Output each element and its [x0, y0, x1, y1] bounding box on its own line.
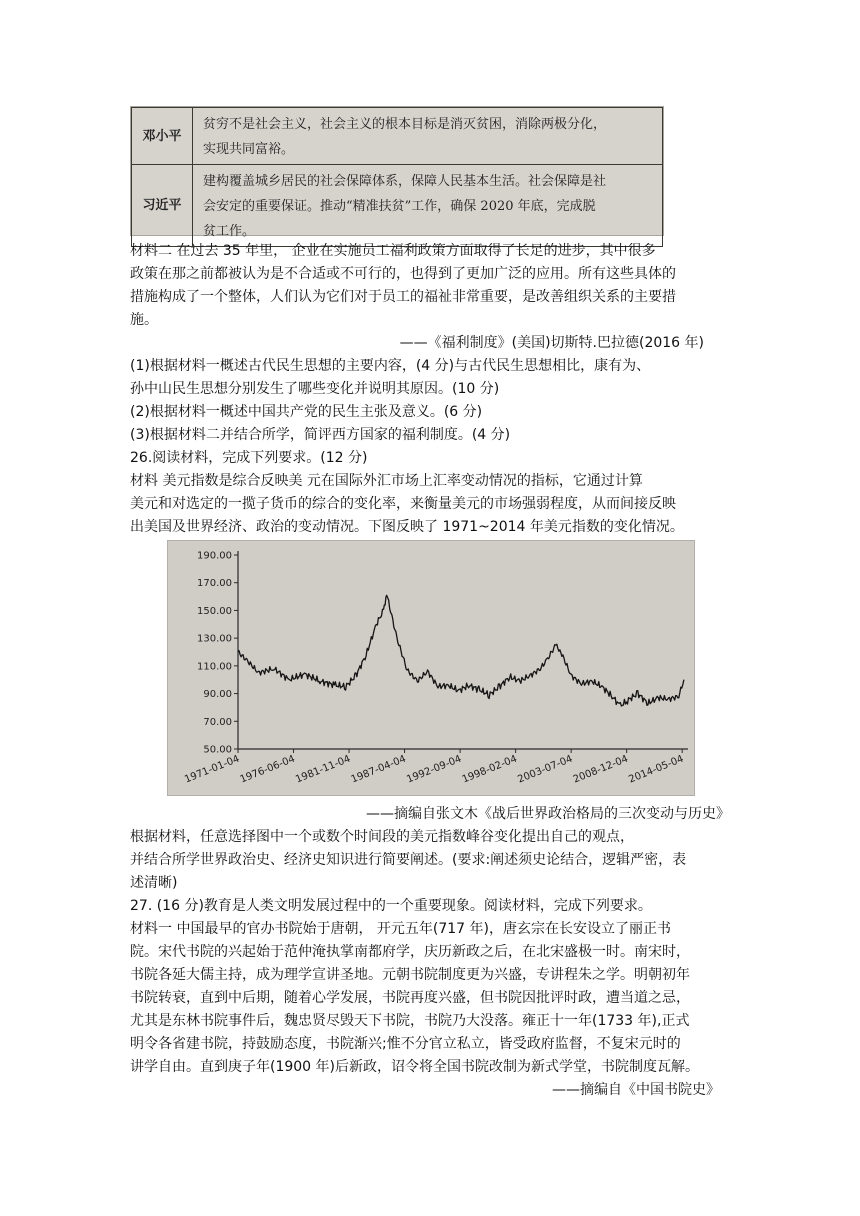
person-name: 邓小平 — [132, 108, 193, 165]
y-tick-label: 190.00 — [197, 550, 232, 562]
y-tick-label: 130.00 — [197, 633, 232, 645]
y-tick-label: 150.00 — [197, 605, 232, 617]
paragraph-line: 尤其是东林书院事件后，魏忠贤尽毁天下书院，书院乃大没落。雍正十一年(1733 年),正式 — [130, 1013, 690, 1029]
y-tick-label: 50.00 — [203, 744, 232, 756]
question-heading: 26.阅读材料，完成下列要求。(12 分) — [130, 450, 368, 466]
question-line: 并结合所学世界政治史、经济史知识进行简要阐述。(要求:阐述须史论结合，逻辑严密，表 — [130, 852, 687, 868]
paragraph-line: 材料 美元指数是综合反映美 元在国际外汇市场上汇率变动情况的指标，它通过计算 — [130, 473, 643, 489]
paragraph-line: 政策在那之前都被认为是不合适或不可行的，也得到了更加广泛的应用。所有这些具体的 — [130, 266, 676, 282]
y-tick-label: 70.00 — [203, 716, 232, 728]
table-row — [132, 108, 663, 165]
series-line — [238, 595, 684, 706]
question-line: (1)根据材料一概述古代民生思想的主要内容，(4 分)与古代民生思想相比，康有为、 — [130, 358, 651, 374]
x-tick-label: 1976-06-04 — [238, 753, 297, 786]
x-tick-label: 1987-04-04 — [349, 753, 408, 786]
source-citation: ——《福利制度》(美国)切斯特.巴拉德(2016 年) — [399, 335, 704, 351]
paragraph-line: 讲学自由。直到庚子年(1900 年)后新政，诏令将全国书院改制为新式学堂，书院制度瓦解。 — [130, 1059, 700, 1075]
question-heading: 27. (16 分)教育是人类文明发展过程中的一个重要现象。阅读材料，完成下列要求。 — [130, 898, 652, 914]
paragraph-line: 书院转衰，直到中后期，随着心学发展，书院再度兴盛，但书院因批评时政，遭当道之忌， — [130, 990, 690, 1006]
x-tick-label: 2014-05-04 — [627, 753, 686, 786]
quote-table-image — [130, 106, 664, 239]
question-line: (2)根据材料一概述中国共产党的民生主张及意义。(6 分) — [130, 404, 483, 420]
question-line: 孙中山民生思想分别发生了哪些变化并说明其原因。(10 分) — [130, 381, 500, 397]
x-tick-label: 1981-11-04 — [294, 753, 353, 786]
quote-text: 建构覆盖城乡居民的社会保障体系，保障人民基本生活。社会保障是社 会安定的重要保证。推动“精准扶贫”工作，确保 2020 年底，完成脱 贫工作。 — [193, 165, 663, 247]
question-line: (3)根据材料二并结合所学，简评西方国家的福利制度。(4 分) — [130, 427, 511, 443]
y-tick-label: 170.00 — [197, 578, 232, 590]
paragraph-line: 院。宋代书院的兴起始于范仲淹执掌南都府学，庆历新政之后，在北宋盛极一时。南宋时， — [130, 944, 690, 960]
paragraph-line: 措施构成了一个整体，人们认为它们对于员工的福祉非常重要，是改善组织关系的主要措 — [130, 289, 676, 305]
person-name: 习近平 — [132, 165, 193, 247]
x-tick-label: 2003-07-04 — [516, 753, 575, 786]
dollar-index-chart — [167, 540, 695, 796]
quote-text: 贫穷不是社会主义，社会主义的根本目标是消灭贫困，消除两极分化， 实现共同富裕。 — [193, 108, 663, 165]
y-tick-label: 90.00 — [203, 689, 232, 701]
x-tick-label: 1971-01-04 — [183, 753, 242, 786]
paragraph-line: 材料二 在过去 35 年里， 企业在实施员工福利政策方面取得了长足的进步，其中很多 — [130, 243, 656, 259]
y-tick-label: 110.00 — [197, 661, 232, 673]
paragraph-line: 施。 — [130, 312, 158, 328]
table-row — [132, 165, 663, 247]
question-line: 述清晰) — [130, 875, 178, 891]
paragraph-line: 材料一 中国最早的官办书院始于唐朝， 开元五年(717 年)，唐玄宗在长安设立了丽正书 — [130, 921, 671, 937]
paragraph-line: 美元和对选定的一揽子货币的综合的变化率，来衡量美元的市场强弱程度，从而间接反映 — [130, 496, 676, 512]
x-tick-label: 2008-12-04 — [571, 753, 630, 786]
paragraph-line: 出美国及世界经济、政治的变动情况。下图反映了 1971~2014 年美元指数的变化情况。 — [130, 519, 684, 535]
question-line: 根据材料，任意选择图中一个或数个时间段的美元指数峰谷变化提出自己的观点， — [130, 829, 634, 845]
chart-source-citation: ——摘编自张文木《战后世界政治格局的三次变动与历史》 — [366, 806, 730, 822]
chart-svg — [168, 541, 694, 795]
paragraph-line: 书院各延大儒主持，成为理学宣讲圣地。元朝书院制度更为兴盛，专讲程朱之学。明朝初年 — [130, 967, 690, 983]
x-tick-label: 1998-02-04 — [460, 753, 519, 786]
paragraph-line: 明令各省建书院，持鼓励态度，书院渐兴;惟不分官立私立，皆受政府监督，不复宋元时的 — [130, 1036, 681, 1052]
source-citation: ——摘编自《中国书院史》 — [552, 1082, 720, 1098]
x-tick-label: 1992-09-04 — [405, 753, 464, 786]
